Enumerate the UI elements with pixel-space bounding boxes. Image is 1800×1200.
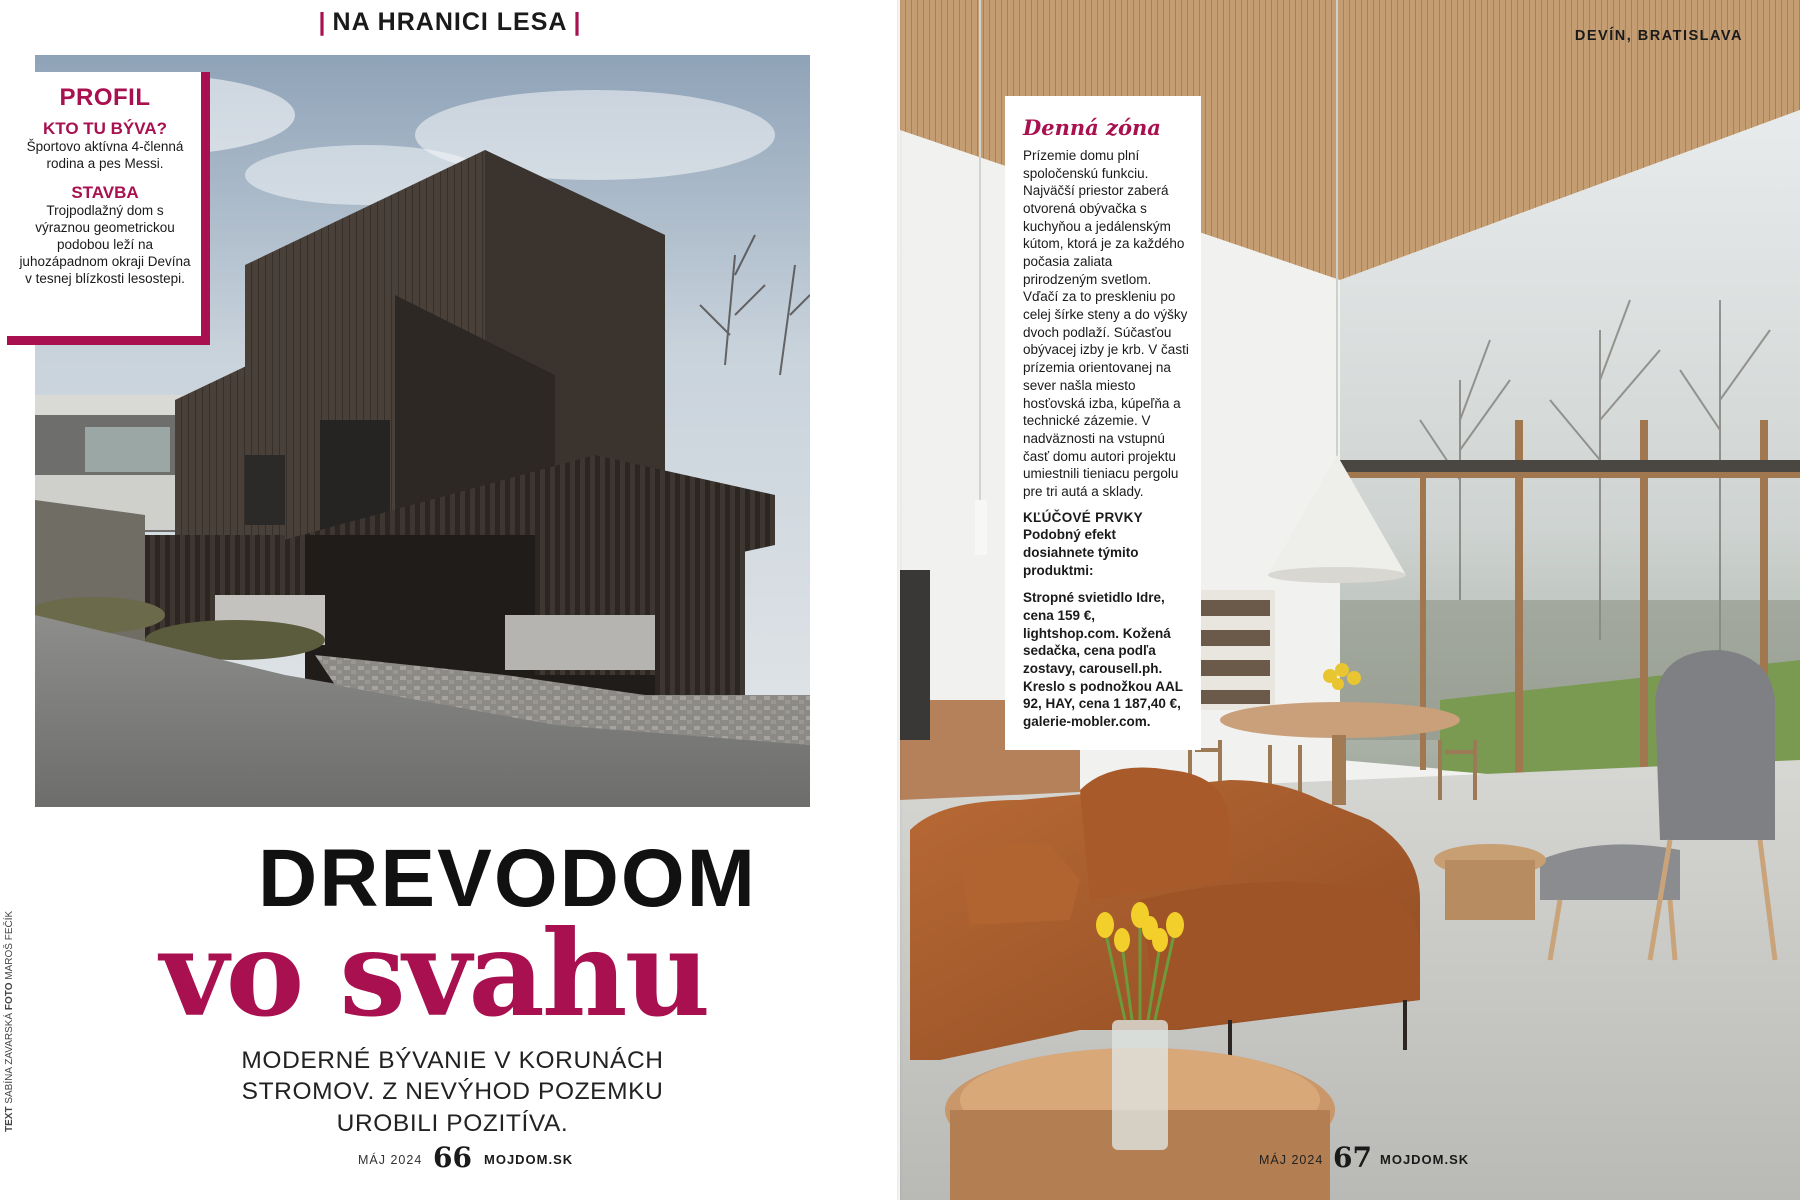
profile-box	[7, 72, 210, 345]
spine-shadow	[897, 0, 903, 1200]
credit-photo-name: MAROŠ FEČÍK	[4, 910, 15, 980]
key-elements-products: Stropné svietidlo Idre, cena 159 €, lightshop.com. Kožená sedačka, cena podľa zostavy, carousell.ph. Kreslo s podnožkou AAL 92, HAY, cena 1 187,40 €, galerie-mobler.com.	[1023, 590, 1183, 729]
photo-credit	[4, 910, 15, 1132]
folio-date: MÁJ 2024	[358, 1153, 423, 1167]
profile-answer-building: Trojpodlažný dom s výraznou geometrickou podobou leží na juhozápadnom okraji Devína v tesnej blízkosti lesostepi.	[19, 203, 191, 286]
info-box	[1005, 96, 1201, 750]
profile-question-who: KTO TU BÝVA?	[42, 119, 168, 138]
headline-script: vo svahu	[160, 904, 708, 1043]
profile-question-building: STAVBA	[71, 183, 139, 203]
page-number-right: 67	[1333, 1141, 1372, 1174]
folio-site-right: MOJDOM.SK	[1380, 1152, 1470, 1167]
headline-main: DREVODOM	[258, 833, 757, 924]
subheadline: MODERNÉ BÝVANIE V KORUNÁCH STROMOV. Z NEVÝHOD POZEMKU UROBILI POZITÍVA.	[241, 1047, 664, 1137]
location-label: DEVÍN, BRATISLAVA	[1574, 28, 1743, 44]
tag-bar-left: |	[318, 8, 327, 36]
page-number: 66	[433, 1141, 472, 1174]
section-tag-label: NA HRANICI LESA	[332, 8, 568, 36]
info-title: Denná zóna	[1023, 115, 1161, 140]
folio-date-right: MÁJ 2024	[1259, 1153, 1324, 1167]
credit-photo-label: FOTO	[4, 982, 15, 1011]
credit-text-name: SABÍNA ZAVARSKÁ	[4, 1012, 15, 1104]
section-tag	[0, 8, 900, 37]
key-elements-heading: KĽÚČOVÉ PRVKY	[1023, 509, 1143, 525]
tag-bar-right: |	[573, 8, 582, 36]
folio-site: MOJDOM.SK	[484, 1152, 574, 1167]
profile-answer-who: Športovo aktívna 4-členná rodina a pes Messi.	[26, 138, 184, 171]
credit-text-label: TEXT	[4, 1106, 15, 1132]
profile-title: PROFIL	[59, 84, 151, 111]
info-body: Prízemie domu plní spoločenskú funkciu. Najväčší priestor zaberá otvorená obývačka s kuchyňou a jedálenským kútom, ktorá je za každého počasia zaliata prirodzeným svetlom. Vďačí za to preskleniu po celej šírke steny a do výšky dvoch podlaží. Súčasťou obývacej izby je krb. V časti prízemia orientovanej na sever našla miesto hosťovská izba, kúpeľňa a technické zázemie. V nadväznosti na vstupnú časť domu autori projektu umiestnili tieniacu pergolu pre tri autá a sklady.	[1023, 148, 1189, 499]
key-elements-intro: Podobný efekt dosiahnete týmito produktmi:	[1023, 527, 1139, 578]
